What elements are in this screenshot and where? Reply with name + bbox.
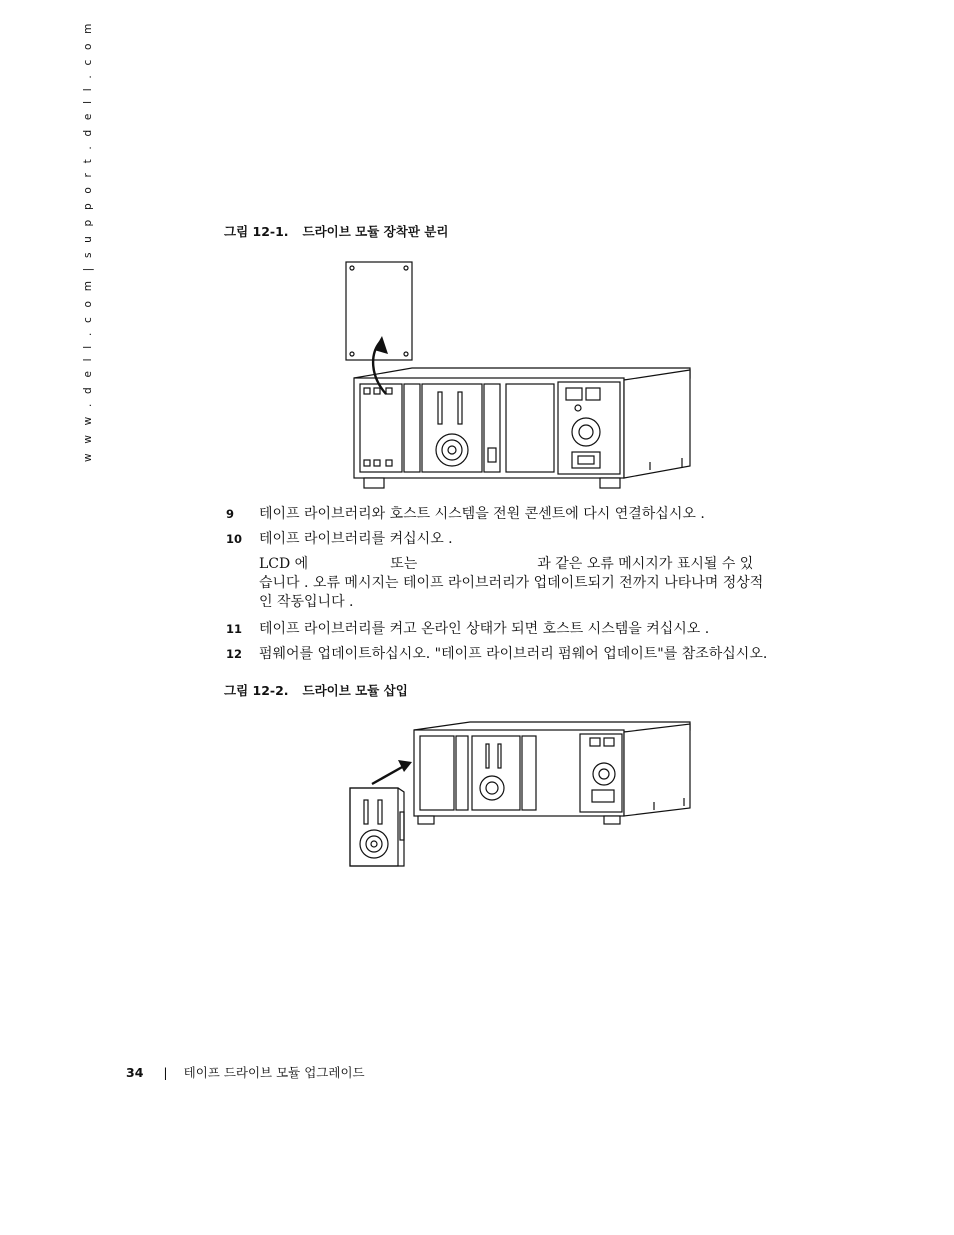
step-12-number: 12: [226, 647, 243, 661]
figure-2-title: 드라이브 모듈 삽입: [302, 683, 408, 698]
step-10: [226, 530, 826, 549]
figure-2-illustration: [340, 716, 700, 872]
step-11: [226, 620, 826, 639]
step-11-text: 테이프 라이브러리를 켜고 온라인 상태가 되면 호스트 시스템을 켜십시오 .: [259, 621, 710, 637]
step-9-number: 9: [226, 507, 235, 521]
figure-2-caption: [224, 681, 408, 699]
step-9-text: 테이프 라이브러리와 호스트 시스템을 전원 콘센트에 다시 연결하십시오 .: [259, 506, 705, 522]
figure-1-illustration: [340, 258, 700, 498]
figure-2-number: 그림 12-2.: [224, 683, 289, 698]
figure-1-title: 드라이브 모듈 장착판 분리: [302, 224, 449, 239]
side-url: w w w . d e l l . c o m | s u p p o r t . d e l l . c o m: [82, 20, 94, 462]
step-9: [226, 505, 826, 524]
footer-separator: |: [163, 1065, 168, 1080]
note-paragraph: [259, 555, 819, 612]
figure-1-caption: [224, 222, 448, 240]
note-line-1-b: 또는: [390, 556, 418, 572]
footer-section: 테이프 드라이브 모듈 업그레이드: [183, 1065, 365, 1080]
step-10-number: 10: [226, 532, 243, 546]
page-number: 34: [126, 1065, 144, 1080]
step-11-number: 11: [226, 622, 243, 636]
note-line-2: 습니다 . 오류 메시지는 테이프 라이브러리가 업데이트되기 전까지 나타나며 정상적: [259, 575, 764, 591]
note-line-3: 인 작동입니다 .: [259, 594, 354, 610]
step-10-text: 테이프 라이브러리를 켜십시오 .: [259, 531, 453, 547]
note-line-1-a: LCD 에: [259, 556, 309, 572]
step-12-text: 펌웨어를 업데이트하십시오. "테이프 라이브러리 펌웨어 업데이트"를 참조하십시오.: [259, 646, 768, 662]
page-footer: [126, 1063, 365, 1081]
step-12: [226, 645, 826, 664]
figure-1-number: 그림 12-1.: [224, 224, 289, 239]
note-line-1-c: 과 같은 오류 메시지가 표시될 수 있: [537, 556, 754, 572]
note-line-1: [259, 555, 819, 574]
